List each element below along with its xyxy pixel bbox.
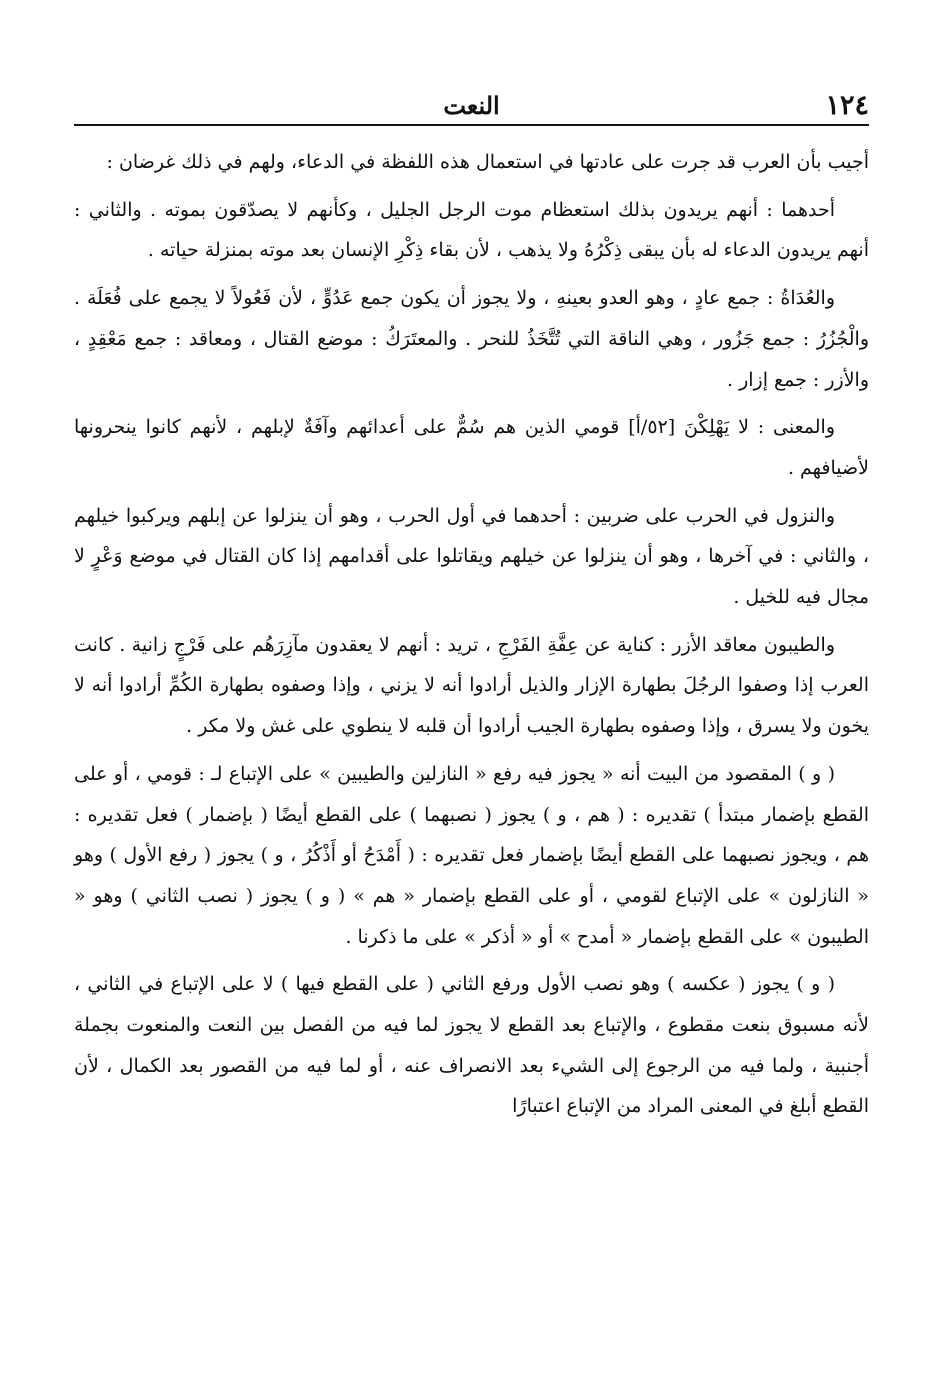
- paragraph: والنزول في الحرب على ضربين : أحدهما في أول الحرب ، وهو أن ينزلوا عن إبلهم ويركبوا خيلهم ، والثاني : في آخرها ، وهو أن ينزلوا عن خيلهم ويقاتلوا على أقدامهم إذا كان القتال في موضع وَعْرٍ لا مجال فيه للخيل .: [74, 504, 869, 609]
- paragraph: ( و ) يجوز ( عكسه ) وهو نصب الأول ورفع الثاني ( على القطع فيها ) لا على الإتباع في الثاني ، لأنه مسبوق بنعت مقطوع ، والإتباع بعد القطع لا يجوز لما فيه من الفصل بين النعت والمنعوت بجملة أجنبية ، ولما فيه من الرجوع إلى الشيء بعد الانصراف عنه ، أو لما فيه من القصور بعد الكمال ، لأن القطع أبلغ في المعنى المراد من الإتباع اعتبارًا: [74, 973, 869, 1118]
- paragraph: والطيبون معاقد الأزر : كناية عن عِفَّةِ الفَرْجِ ، تريد : أنهم لا يعقدون مآزِرَهُم على فَرْجٍ زانية . كانت العرب إذا وصفوا الرجُلَ بطهارة الإزار والذيل أرادوا أنه لا يزني ، وإذا وصفوه بطهارة الكُمِّ أرادوا أنه لا يخون ولا يسرق ، وإذا وصفوه بطهارة الجيب أرادوا أن قلبه لا ينطوي على غش ولا مكر .: [74, 633, 869, 738]
- paragraph: أجيب بأن العرب قد جرت على عادتها في استعمال هذه اللفظة في الدعاء، ولهم في ذلك غرضان :: [106, 151, 869, 173]
- page-number: ١٢٤: [825, 90, 869, 121]
- paragraph: والمعنى : لا يَهْلِكْنَ [٥٢/أ] قومي الذين هم سُمٌّ على أعدائهم وآفَةٌ لإبلهم ، لأنهم كانوا ينحرونها لأضيافهم .: [74, 416, 869, 479]
- running-title: النعت: [443, 91, 500, 120]
- page-header: [74, 88, 869, 126]
- paragraph: أحدهما : أنهم يريدون بذلك استعظام موت الرجل الجليل ، وكأنهم لا يصدّقون بموته . والثاني : أنهم يريدون الدعاء له بأن يبقى ذِكْرُهُ ولا يذهب ، لأن بقاء ذِكْرِ الإنسان بعد موته بمنزلة حياته .: [74, 198, 869, 262]
- paragraph: والعُدَاةُ : جمع عادٍ ، وهو العدو بعينهِ ، ولا يجوز أن يكون جمع عَدُوٍّ ، لأن فَعُولاً لا يجمع على فُعَلَة . والْجُزُرُ : جمع جَزُور ، وهي الناقة التي تُتَّخَذُ للنحر . والمعتَرَكُ : موضع القتال ، ومعاقد : جمع مَعْقِدٍ ، والأزر : جمع إزار .: [74, 287, 869, 391]
- paragraph: ( و ) المقصود من البيت أنه « يجوز فيه رفع « النازلين والطيبين » على الإتباع لـ : قومي ، أو على القطع بإضمار مبتدأ ) تقديره : ( هم ، و ) يجوز ( نصبهما ) على القطع أيضًا ( بإضمار ) فعل تقديره : هم ، ويجوز نصبهما على القطع أيضًا بإضمار فعل تقديره : ( أَمْدَحُ أو أَذْكُرُ ، و ) يجوز ( رفع الأول ) وهو « النازلون » على الإتباع لقومي ، أو على القطع بإضمار « هم » ( و ) يجوز ( نصب الثاني ) وهو « الطيبون » على القطع بإضمار « أمدح » أو « أذكر » على ما ذكرنا .: [74, 762, 869, 948]
- body-text: [74, 142, 869, 1134]
